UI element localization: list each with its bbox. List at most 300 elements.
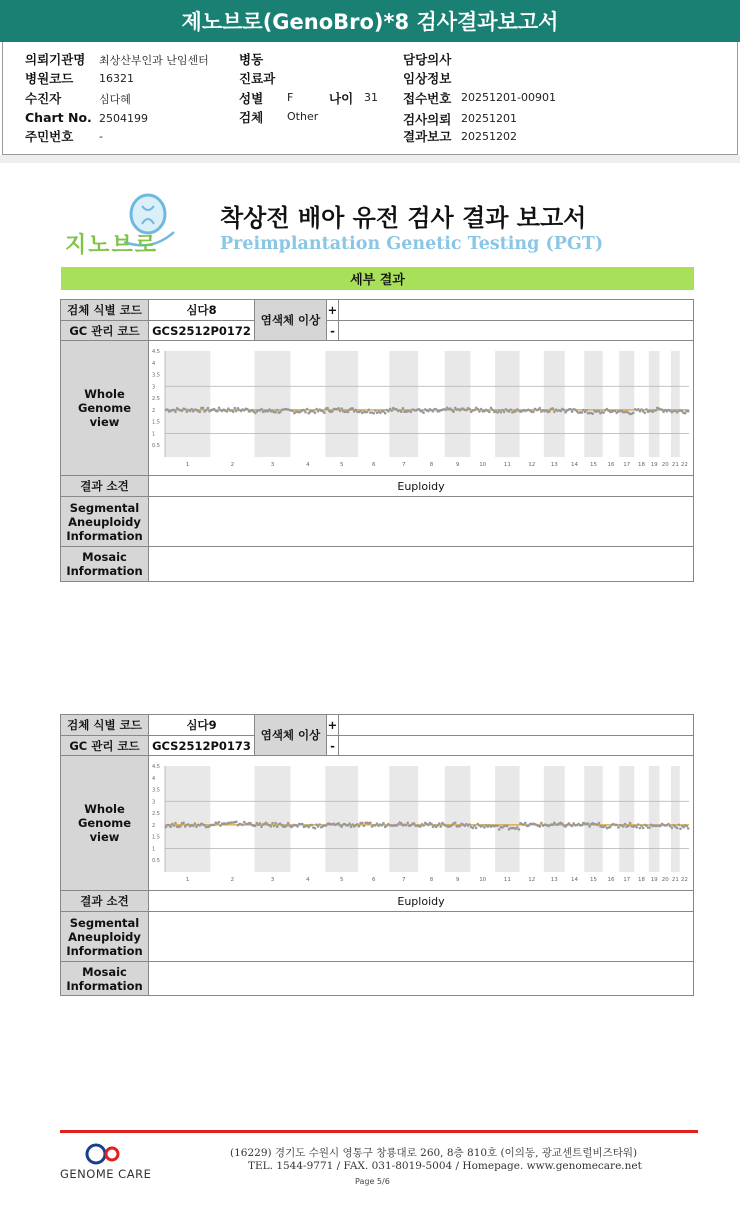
wgv-line-2: Genome	[77, 816, 132, 830]
copy-number-point	[340, 407, 343, 410]
chromosome-label: 6	[371, 877, 376, 883]
chromosome-label: 5	[339, 462, 344, 468]
chromosome-label: 21	[671, 462, 679, 468]
request-date: 20251201	[461, 112, 517, 125]
copy-number-point	[591, 412, 594, 415]
copy-number-point	[477, 408, 480, 411]
seg-line-1: Segmental	[69, 915, 140, 930]
chromosome-band	[165, 766, 210, 872]
copy-number-point	[472, 827, 475, 830]
copy-number-point	[635, 826, 638, 829]
copy-number-point	[483, 826, 486, 829]
copy-number-point	[190, 408, 193, 411]
copy-number-point	[235, 821, 238, 824]
copy-number-point	[184, 408, 187, 411]
copy-number-point	[194, 822, 197, 825]
y-tick-label: 1	[152, 431, 156, 438]
copy-number-point	[337, 822, 340, 825]
chromosome-band	[389, 351, 418, 457]
copy-number-point	[366, 411, 369, 414]
copy-number-point	[624, 823, 627, 826]
mosaic-label	[61, 547, 149, 581]
copy-number-point	[560, 410, 563, 413]
copy-number-point	[390, 409, 393, 412]
mosaic-label	[61, 962, 149, 995]
copy-number-point	[259, 822, 262, 825]
minus-value	[339, 736, 693, 756]
chromosome-band	[649, 351, 660, 457]
copy-number-point	[400, 410, 403, 413]
chromosome-label: 14	[571, 462, 578, 468]
copy-number-point	[351, 407, 354, 410]
y-tick-label: 1	[152, 846, 156, 853]
y-tick-label: 2	[152, 407, 156, 414]
copy-number-point	[430, 823, 433, 826]
copy-number-point	[419, 825, 422, 828]
copy-number-point	[181, 410, 184, 413]
copy-number-point	[271, 822, 274, 825]
chromosome-label: 18	[638, 462, 645, 468]
copy-number-point	[588, 825, 591, 828]
copy-number-point	[368, 409, 371, 412]
copy-number-point	[488, 411, 491, 414]
copy-number-point	[406, 822, 409, 825]
chromosome-label: 11	[503, 462, 511, 468]
chromosome-label: 17	[623, 877, 631, 883]
seg-line-1: Segmental	[69, 500, 140, 515]
sample-id-value: 심다8	[149, 300, 255, 321]
chromosome-label: 16	[607, 877, 615, 883]
chromosome-band	[671, 351, 680, 457]
chromosome-band	[165, 351, 210, 457]
copy-number-point	[685, 825, 688, 828]
copy-number-point	[292, 410, 295, 413]
copy-number-point	[218, 821, 221, 824]
wgv-line-3: view	[89, 415, 120, 429]
chromosome-label: 2	[230, 877, 235, 883]
copy-number-point	[276, 409, 279, 412]
copy-number-point	[659, 825, 662, 828]
segmental-value	[149, 912, 693, 962]
receipt-value: 20251201-00901	[461, 91, 556, 104]
copy-number-point	[202, 407, 205, 410]
gc-code-value: GCS2512P0172	[149, 321, 255, 341]
copy-number-point	[311, 824, 314, 827]
chromosome-label: 3	[270, 877, 275, 883]
copy-number-point	[473, 825, 476, 828]
mos-line-2: Information	[66, 978, 143, 993]
report-title-bar	[0, 0, 740, 42]
copy-number-point	[581, 411, 584, 414]
whole-genome-label	[61, 756, 149, 891]
result-label: 결과 소견	[61, 891, 149, 912]
copy-number-point	[246, 408, 249, 411]
copy-number-point	[642, 827, 645, 830]
copy-number-point	[438, 822, 441, 825]
copy-number-point	[667, 823, 670, 826]
age-label: 나이	[329, 91, 354, 106]
copy-number-point	[241, 824, 244, 827]
copy-number-point	[207, 407, 210, 410]
copy-number-point	[671, 827, 674, 830]
copy-number-point	[654, 409, 657, 412]
seg-line-2: Aneuploidy	[68, 514, 141, 529]
result-table-2	[60, 714, 694, 996]
chromosome-label: 10	[479, 462, 487, 468]
mos-line-2: Information	[66, 564, 143, 578]
copy-number-point	[376, 822, 379, 825]
copy-number-point	[260, 408, 263, 411]
chromosome-label: 6	[371, 462, 376, 468]
copy-number-point	[629, 822, 632, 825]
genome-chart-1	[149, 341, 693, 475]
chromosome-label: 12	[528, 877, 536, 883]
chromosome-band	[389, 766, 418, 872]
copy-number-point	[169, 826, 172, 829]
chromosome-band	[649, 766, 660, 872]
copy-number-point	[347, 411, 350, 414]
copy-number-point	[468, 408, 471, 411]
copy-number-point	[363, 825, 366, 828]
y-tick-label: 4.5	[152, 764, 160, 770]
copy-number-point	[473, 409, 476, 412]
y-tick-label: 0.5	[152, 443, 160, 450]
copy-number-point	[339, 410, 342, 413]
copy-number-point	[587, 822, 590, 825]
copy-number-point	[270, 825, 273, 828]
y-tick-label: 2.5	[152, 396, 160, 403]
copy-number-point	[615, 824, 618, 827]
copy-number-point	[274, 411, 277, 414]
copy-number-point	[192, 825, 195, 828]
copy-number-point	[314, 412, 317, 415]
copy-number-point	[301, 823, 304, 826]
specimen-label: 검체	[239, 110, 264, 125]
chromosome-band	[254, 351, 290, 457]
whole-genome-label	[61, 341, 149, 476]
chromosome-label: 15	[590, 462, 597, 468]
chromosome-band	[619, 766, 634, 872]
copy-number-point	[637, 823, 640, 826]
chromosome-label: 1	[185, 462, 190, 468]
copy-number-point	[218, 407, 221, 410]
chromosome-label: 20	[661, 877, 669, 883]
copy-number-point	[498, 828, 501, 831]
clinical-label: 임상정보	[403, 71, 452, 86]
copy-number-point	[232, 410, 235, 413]
copy-number-point	[679, 828, 682, 831]
sex-label: 성별	[239, 91, 264, 106]
copy-number-point	[524, 822, 527, 825]
plus-label: +	[327, 715, 339, 736]
footer-address: (16229) 경기도 수원시 영통구 창룡대로 260, 8층 810호 (이의동, 광교센트럴비즈타워)	[230, 1147, 638, 1159]
copy-number-point	[480, 408, 483, 411]
copy-number-point	[226, 410, 229, 413]
chromosome-band	[445, 351, 471, 457]
copy-number-point	[254, 825, 257, 828]
segmental-label	[61, 497, 149, 547]
gc-code-label: GC 관리 코드	[61, 321, 149, 341]
copy-number-point	[539, 407, 542, 410]
chromosome-label: 2	[230, 462, 235, 468]
copy-number-point	[684, 412, 687, 415]
plus-value	[339, 715, 693, 736]
minus-label: -	[327, 321, 339, 341]
copy-number-point	[234, 407, 237, 410]
result-label: 결과 소견	[61, 476, 149, 497]
chrom-abn-label: 염색체 이상	[255, 715, 327, 756]
chromosome-label: 21	[671, 877, 679, 883]
chromosome-label: 3	[270, 462, 275, 468]
copy-number-point	[296, 825, 299, 828]
copy-number-point	[173, 824, 176, 827]
chromosome-label: 22	[680, 462, 688, 468]
copy-number-point	[639, 827, 642, 830]
copy-number-point	[306, 408, 309, 411]
chromosome-label: 1	[185, 877, 190, 883]
copy-number-point	[440, 825, 443, 828]
company-name: GENOME CARE	[60, 1167, 152, 1181]
chromosome-band	[325, 351, 358, 457]
gc-code-value: GCS2512P0173	[149, 736, 255, 756]
chromosome-label: 12	[528, 462, 536, 468]
copy-number-point	[627, 825, 630, 828]
copy-number-point	[358, 825, 361, 828]
copy-number-point	[585, 409, 588, 412]
y-tick-label: 4	[152, 360, 156, 367]
copy-number-point	[318, 823, 321, 826]
copy-number-point	[182, 822, 185, 825]
chromosome-label: 9	[455, 462, 460, 468]
result-value: Euploidy	[149, 476, 693, 497]
copy-number-point	[540, 822, 543, 825]
copy-number-point	[287, 822, 290, 825]
minus-value	[339, 321, 693, 341]
sample-id-label: 검체 식별 코드	[61, 715, 149, 736]
copy-number-point	[402, 407, 405, 410]
copy-number-point	[506, 825, 509, 828]
chromosome-band	[254, 766, 290, 872]
copy-number-point	[331, 410, 334, 413]
genome-chart-cell	[149, 341, 693, 476]
copy-number-point	[648, 826, 651, 829]
chromosome-label: 17	[623, 462, 631, 468]
copy-number-point	[337, 407, 340, 410]
copy-number-point	[687, 410, 690, 413]
chromosome-label: 8	[429, 462, 434, 468]
minus-label: -	[327, 736, 339, 756]
copy-number-point	[432, 410, 435, 413]
report-label: 결과보고	[403, 129, 452, 144]
y-tick-label: 1.5	[152, 419, 160, 426]
y-tick-label: 2	[152, 822, 156, 829]
hospital-code-label: 병원코드	[25, 71, 74, 86]
chromosome-band	[495, 766, 520, 872]
wgv-line-1: Whole	[84, 802, 125, 816]
result-value: Euploidy	[149, 891, 693, 912]
copy-number-point	[640, 825, 643, 828]
chromosome-band	[671, 766, 680, 872]
copy-number-point	[199, 411, 202, 414]
plus-label: +	[327, 300, 339, 321]
copy-number-point	[503, 411, 506, 414]
copy-number-point	[369, 822, 372, 825]
copy-number-point	[661, 408, 664, 411]
chromosome-label: 8	[429, 877, 434, 883]
copy-number-point	[279, 411, 282, 414]
chromosome-label: 7	[401, 462, 406, 468]
y-tick-label: 1.5	[152, 834, 160, 841]
copy-number-point	[478, 410, 481, 413]
copy-number-point	[602, 411, 605, 414]
ward-label: 병동	[239, 52, 264, 67]
resident-no-label: 주민번호	[25, 129, 74, 144]
copy-number-point	[539, 825, 542, 828]
chromosome-label: 18	[638, 877, 645, 883]
copy-number-point	[687, 827, 690, 830]
segmental-label	[61, 912, 149, 962]
chromosome-label: 13	[550, 877, 558, 883]
copy-number-point	[273, 825, 276, 828]
copy-number-point	[405, 824, 408, 827]
copy-number-point	[516, 826, 519, 829]
copy-number-point	[384, 412, 387, 415]
genome-chart-cell	[149, 756, 693, 891]
patient-info-box	[2, 42, 738, 155]
copy-number-point	[452, 410, 455, 413]
chromosome-band	[584, 351, 603, 457]
copy-number-point	[422, 824, 425, 827]
copy-number-point	[205, 409, 208, 412]
copy-number-point	[548, 410, 551, 413]
age-value: 31	[364, 91, 378, 104]
request-label: 검사의뢰	[403, 112, 452, 127]
patient-label: 수진자	[25, 91, 62, 106]
chromosome-label: 20	[661, 462, 669, 468]
y-tick-label: 3.5	[152, 787, 160, 794]
report-header-title: 제노브로(GenoBro)*8 검사결과보고서	[181, 10, 559, 34]
copy-number-point	[454, 822, 457, 825]
copy-number-point	[491, 409, 494, 412]
y-tick-label: 3	[152, 384, 156, 391]
seg-line-3: Information	[66, 528, 143, 543]
copy-number-point	[604, 825, 607, 828]
copy-number-point	[387, 410, 390, 413]
chromosome-band	[584, 766, 603, 872]
copy-number-point	[678, 824, 681, 827]
copy-number-point	[571, 825, 574, 828]
chromosome-band	[325, 766, 358, 872]
copy-number-point	[174, 822, 177, 825]
copy-number-point	[382, 822, 385, 825]
copy-number-point	[496, 824, 499, 827]
copy-number-point	[571, 410, 574, 413]
chromosome-label: 15	[590, 877, 597, 883]
chromosome-band	[619, 351, 634, 457]
logo-text: 지노브로	[65, 233, 159, 258]
chromosome-band	[445, 766, 471, 872]
copy-number-point	[315, 408, 318, 411]
y-tick-label: 4.5	[152, 349, 160, 355]
footer-contact: TEL. 1544-9771 / FAX. 031-8019-5004 / Homepage. www.genomecare.net	[248, 1160, 642, 1172]
copy-number-point	[285, 824, 288, 827]
dept-label: 진료과	[239, 71, 276, 86]
seg-line-2: Aneuploidy	[68, 929, 141, 944]
copy-number-point	[276, 825, 279, 828]
chromosome-label: 13	[550, 462, 558, 468]
plus-value	[339, 300, 693, 321]
sex-value: F	[287, 91, 294, 104]
chromosome-band	[495, 351, 520, 457]
copy-number-point	[235, 410, 238, 413]
copy-number-point	[622, 825, 625, 828]
chrom-abn-label: 염색체 이상	[255, 300, 327, 341]
section-bar	[61, 267, 694, 290]
copy-number-point	[340, 825, 343, 828]
copy-number-point	[617, 826, 620, 829]
copy-number-point	[274, 822, 277, 825]
chromosome-label: 4	[306, 462, 310, 468]
y-tick-label: 0.5	[152, 858, 160, 865]
y-tick-label: 4	[152, 775, 156, 782]
copy-number-point	[314, 827, 317, 830]
copy-number-point	[563, 409, 566, 412]
copy-number-point	[260, 825, 263, 828]
copy-number-point	[410, 411, 413, 414]
copy-number-point	[468, 823, 471, 826]
copy-number-point	[413, 822, 416, 825]
institution-label: 의뢰기관명	[25, 52, 86, 67]
chromosome-label: 7	[401, 877, 406, 883]
seg-line-3: Information	[66, 943, 143, 958]
copy-number-point	[381, 824, 384, 827]
mos-line-1: Mosaic	[82, 964, 127, 979]
report-date: 20251202	[461, 130, 517, 143]
copy-number-point	[304, 411, 307, 414]
copy-number-point	[598, 822, 601, 825]
copy-number-point	[174, 410, 177, 413]
report-main-title: 착상전 배아 유전 검사 결과 보고서	[220, 204, 587, 232]
chart-no-label: Chart No.	[25, 110, 92, 125]
page-number: Page 5/6	[355, 1177, 390, 1186]
y-tick-label: 3	[152, 799, 156, 806]
copy-number-point	[374, 409, 377, 412]
copy-number-point	[553, 411, 556, 414]
specimen-value: Other	[287, 110, 319, 123]
chromosome-label: 19	[650, 877, 658, 883]
wgv-line-1: Whole	[84, 387, 125, 401]
hospital-code-value: 16321	[99, 72, 134, 85]
copy-number-point	[518, 828, 521, 831]
chromosome-label: 22	[680, 877, 688, 883]
copy-number-point	[532, 411, 535, 414]
chart-no-value: 2504199	[99, 112, 148, 125]
copy-number-point	[326, 407, 329, 410]
chromosome-band	[544, 766, 565, 872]
sample-id-value: 심다9	[149, 715, 255, 736]
chromosome-label: 5	[339, 877, 344, 883]
copy-number-point	[609, 826, 612, 829]
y-tick-label: 3.5	[152, 372, 160, 379]
copy-number-point	[632, 412, 635, 415]
copy-number-point	[361, 822, 364, 825]
sample-id-label: 검체 식별 코드	[61, 300, 149, 321]
chromosome-label: 10	[479, 877, 487, 883]
chromosome-label: 19	[650, 462, 658, 468]
institution-value: 최상산부인과 난임센터	[99, 54, 209, 67]
segmental-value	[149, 497, 693, 547]
chromosome-band	[544, 351, 565, 457]
